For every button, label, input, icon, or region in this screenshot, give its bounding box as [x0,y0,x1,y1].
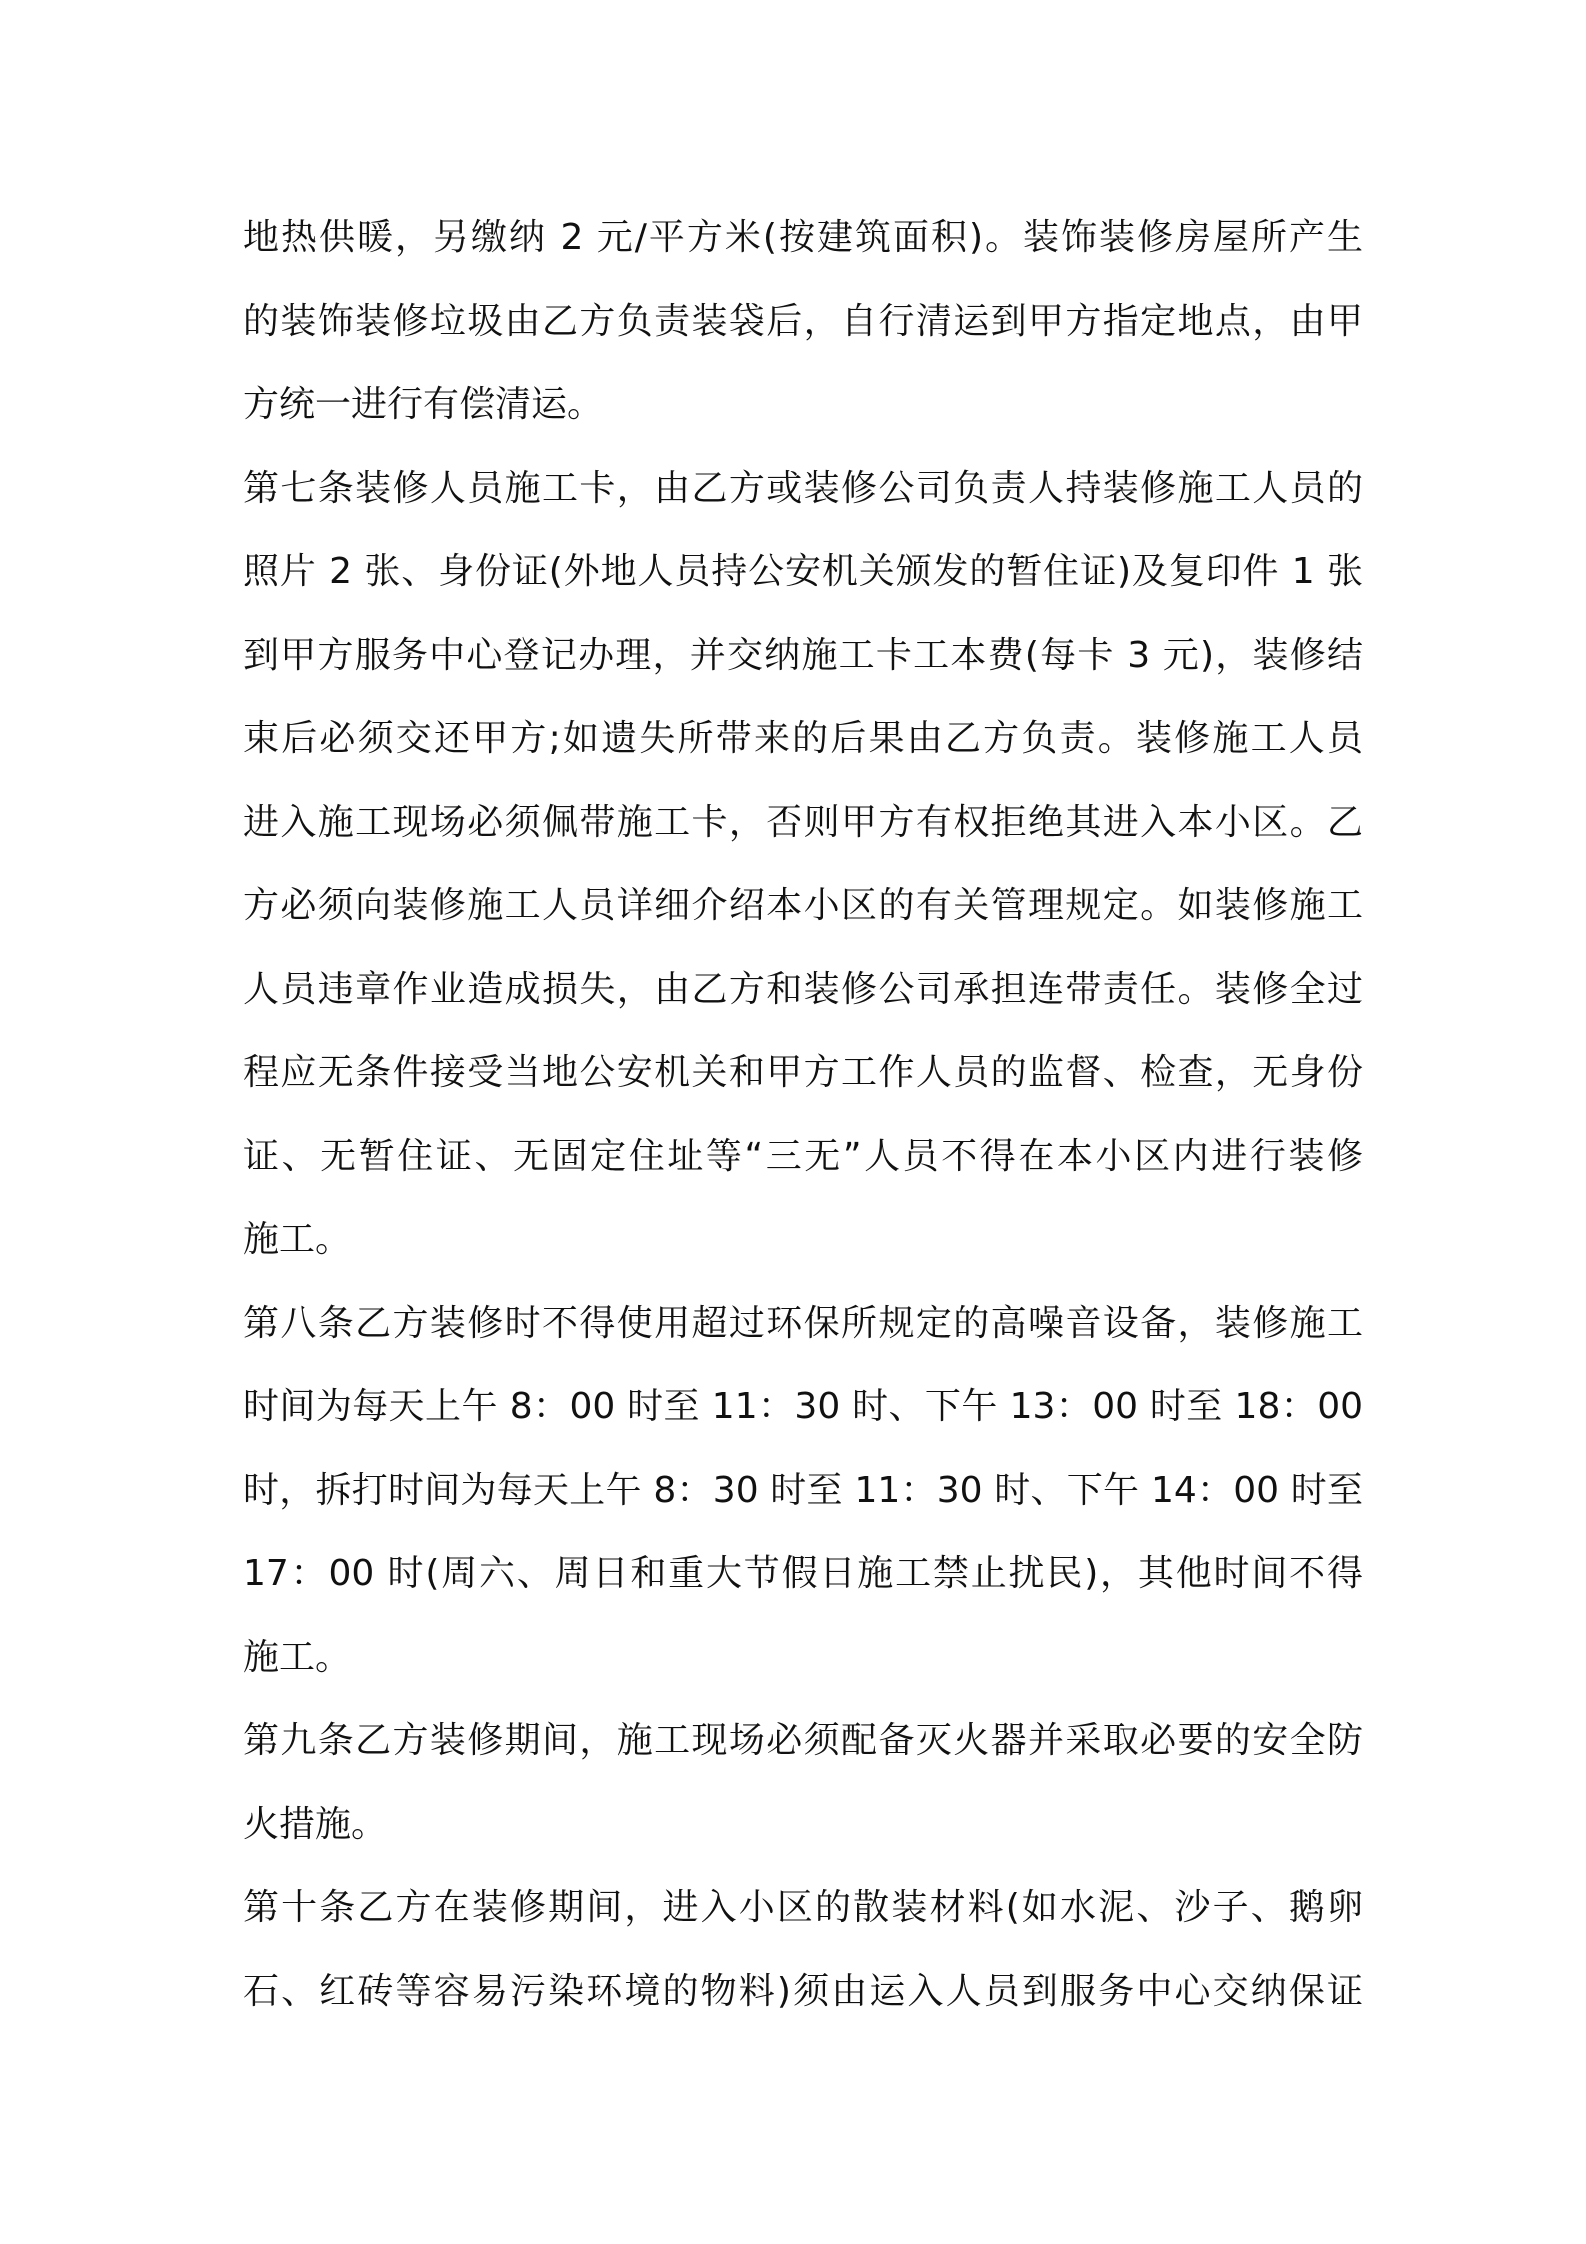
paragraph-article-7 [243,447,1363,1282]
paragraph-article-9 [243,1699,1363,1866]
text-line: 第七条装修人员施工卡，由乙方或装修公司负责人持装修施工人员的 [243,467,1363,509]
text-line: 17：00 时(周六、周日和重大节假日施工禁止扰民)，其他时间不得 [243,1553,1363,1594]
text-line: 第九条乙方装修期间，施工现场必须配备灭火器并采取必要的安全防 [243,1720,1363,1761]
text-line: 火措施。 [243,1803,388,1845]
text-line: 第十条乙方在装修期间，进入小区的散装材料(如水泥、沙子、鹅卵 [243,1887,1363,1928]
text-line: 施工。 [243,1636,352,1678]
text-line: 到甲方服务中心登记办理，并交纳施工卡工本费(每卡 3 元)，装修结 [243,634,1363,676]
text-line: 人员违章作业造成损失，由乙方和装修公司承担连带责任。装修全过 [243,968,1363,1010]
text-line: 照片 2 张、身份证(外地人员持公安机关颁发的暂住证)及复印件 1 张 [243,551,1363,592]
document-body [243,196,1363,2033]
text-line: 施工。 [243,1219,352,1260]
text-line: 的装饰装修垃圾由乙方负责装袋后，自行清运到甲方指定地点，由甲 [243,300,1363,342]
text-line: 石、红砖等容易污染环境的物料)须由运入人员到服务中心交纳保证 [243,1970,1363,2012]
text-line: 时，拆打时间为每天上午 8：30 时至 11：30 时、下午 14：00 时至 [243,1469,1363,1511]
paragraph-article-8 [243,1282,1363,1700]
text-line: 地热供暖，另缴纳 2 元/平方米(按建筑面积)。装饰装修房屋所产生 [243,217,1363,258]
text-line: 方必须向装修施工人员详细介绍本小区的有关管理规定。如装修施工 [243,885,1363,926]
text-line: 程应无条件接受当地公安机关和甲方工作人员的监督、检查，无身份 [243,1052,1363,1093]
text-line: 证、无暂住证、无固定住址等“三无”人员不得在本小区内进行装修 [243,1135,1363,1177]
paragraph-article-10 [243,1866,1363,2033]
paragraph-heating-waste [243,196,1363,447]
text-line: 方统一进行有偿清运。 [243,384,604,425]
text-line: 时间为每天上午 8：00 时至 11：30 时、下午 13：00 时至 18：00 [243,1386,1363,1427]
text-line: 束后必须交还甲方;如遗失所带来的后果由乙方负责。装修施工人员 [243,718,1363,759]
text-line: 进入施工现场必须佩带施工卡，否则甲方有权拒绝其进入本小区。乙 [243,801,1363,843]
text-line: 第八条乙方装修时不得使用超过环保所规定的高噪音设备，装修施工 [243,1302,1363,1344]
